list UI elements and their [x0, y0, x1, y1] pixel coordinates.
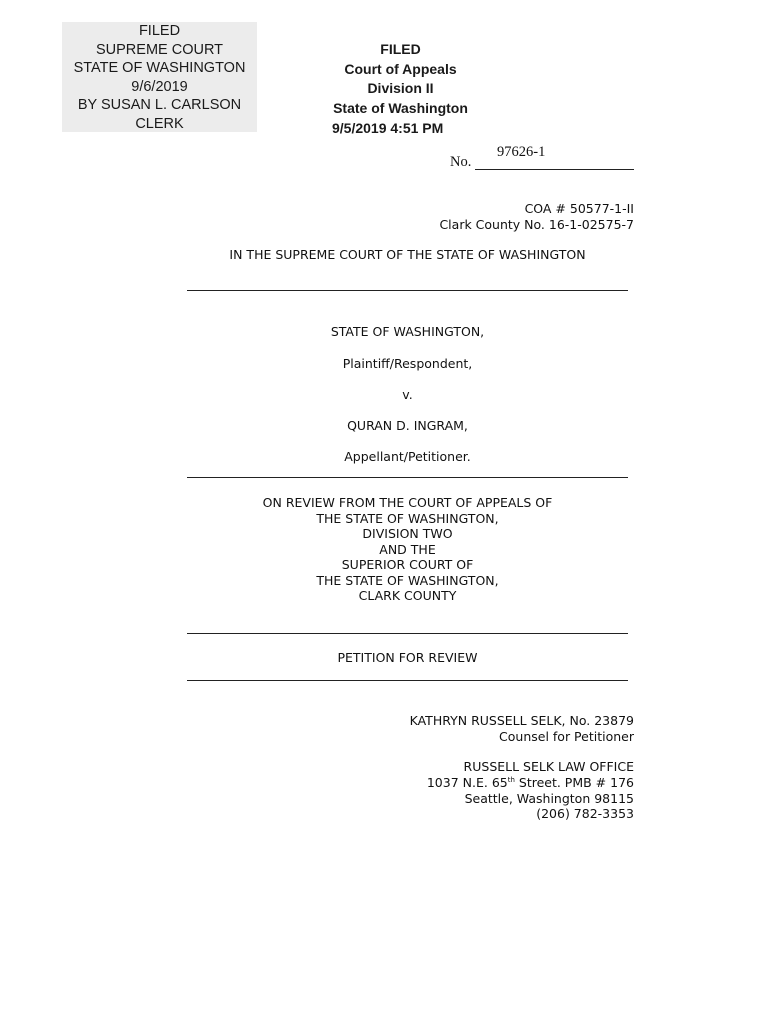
office-phone: (206) 782-3353 — [536, 806, 634, 822]
review-line: THE STATE OF WASHINGTON, — [316, 572, 499, 588]
divider — [187, 680, 628, 681]
stamp-court: Court of Appeals — [344, 60, 457, 77]
stamp-clerk-name: BY SUSAN L. CARLSON — [77, 97, 242, 114]
address-ordinal: th — [507, 775, 515, 784]
address-street: 1037 N.E. 65 — [426, 774, 508, 790]
stamp-state: STATE OF WASHINGTON — [73, 60, 246, 77]
review-line: AND THE — [379, 541, 436, 557]
document-title: PETITION FOR REVIEW — [337, 650, 478, 665]
case-number-label: No. — [450, 154, 472, 170]
defendant-role: Appellant/Petitioner. — [344, 449, 471, 464]
review-line: THE STATE OF WASHINGTON, — [316, 510, 499, 526]
county-number: Clark County No. 16-1-02575-7 — [439, 216, 634, 232]
review-from-block — [0, 495, 770, 604]
stamp-court: SUPREME COURT — [95, 41, 224, 58]
plaintiff-role: Plaintiff/Respondent, — [342, 356, 473, 371]
office-name: RUSSELL SELK LAW OFFICE — [463, 759, 634, 774]
court-heading: IN THE SUPREME COURT OF THE STATE OF WASHINGTON — [229, 247, 586, 262]
office-block — [427, 759, 634, 822]
counsel-role: Counsel for Petitioner — [499, 728, 634, 744]
stamp-state: State of Washington — [333, 100, 468, 117]
stamp-datetime: 9/5/2019 4:51 PM — [332, 119, 444, 136]
counsel-name: KATHRYN RUSSELL SELK, No. 23879 — [409, 713, 634, 728]
review-line: CLARK COUNTY — [358, 588, 457, 603]
office-city: Seattle, Washington 98115 — [464, 790, 634, 806]
case-references — [439, 201, 634, 233]
divider — [187, 290, 628, 291]
appeals-court-filing-stamp — [318, 40, 483, 139]
address-suite: Street. PMB # 176 — [514, 774, 634, 790]
supreme-court-filing-stamp — [62, 22, 257, 132]
counsel-block — [410, 713, 634, 745]
review-line: DIVISION TWO — [362, 526, 453, 541]
review-line: ON REVIEW FROM THE COURT OF APPEALS OF — [262, 495, 553, 510]
review-line: SUPERIOR COURT OF — [341, 557, 474, 572]
case-number-underline — [475, 169, 634, 170]
stamp-filed: FILED — [380, 41, 421, 57]
stamp-division: Division II — [367, 80, 434, 97]
stamp-date: 9/6/2019 — [131, 78, 188, 95]
coa-number: COA # 50577-1-II — [524, 201, 634, 216]
stamp-filed: FILED — [138, 23, 181, 39]
divider — [187, 633, 628, 634]
plaintiff-name: STATE OF WASHINGTON, — [330, 324, 485, 339]
office-address — [427, 775, 634, 791]
case-number — [450, 144, 640, 174]
divider — [187, 477, 628, 478]
stamp-clerk: CLERK — [135, 115, 184, 132]
defendant-name: QURAN D. INGRAM, — [347, 418, 468, 433]
versus: v. — [402, 387, 413, 402]
case-number-value: 97626-1 — [497, 144, 546, 160]
